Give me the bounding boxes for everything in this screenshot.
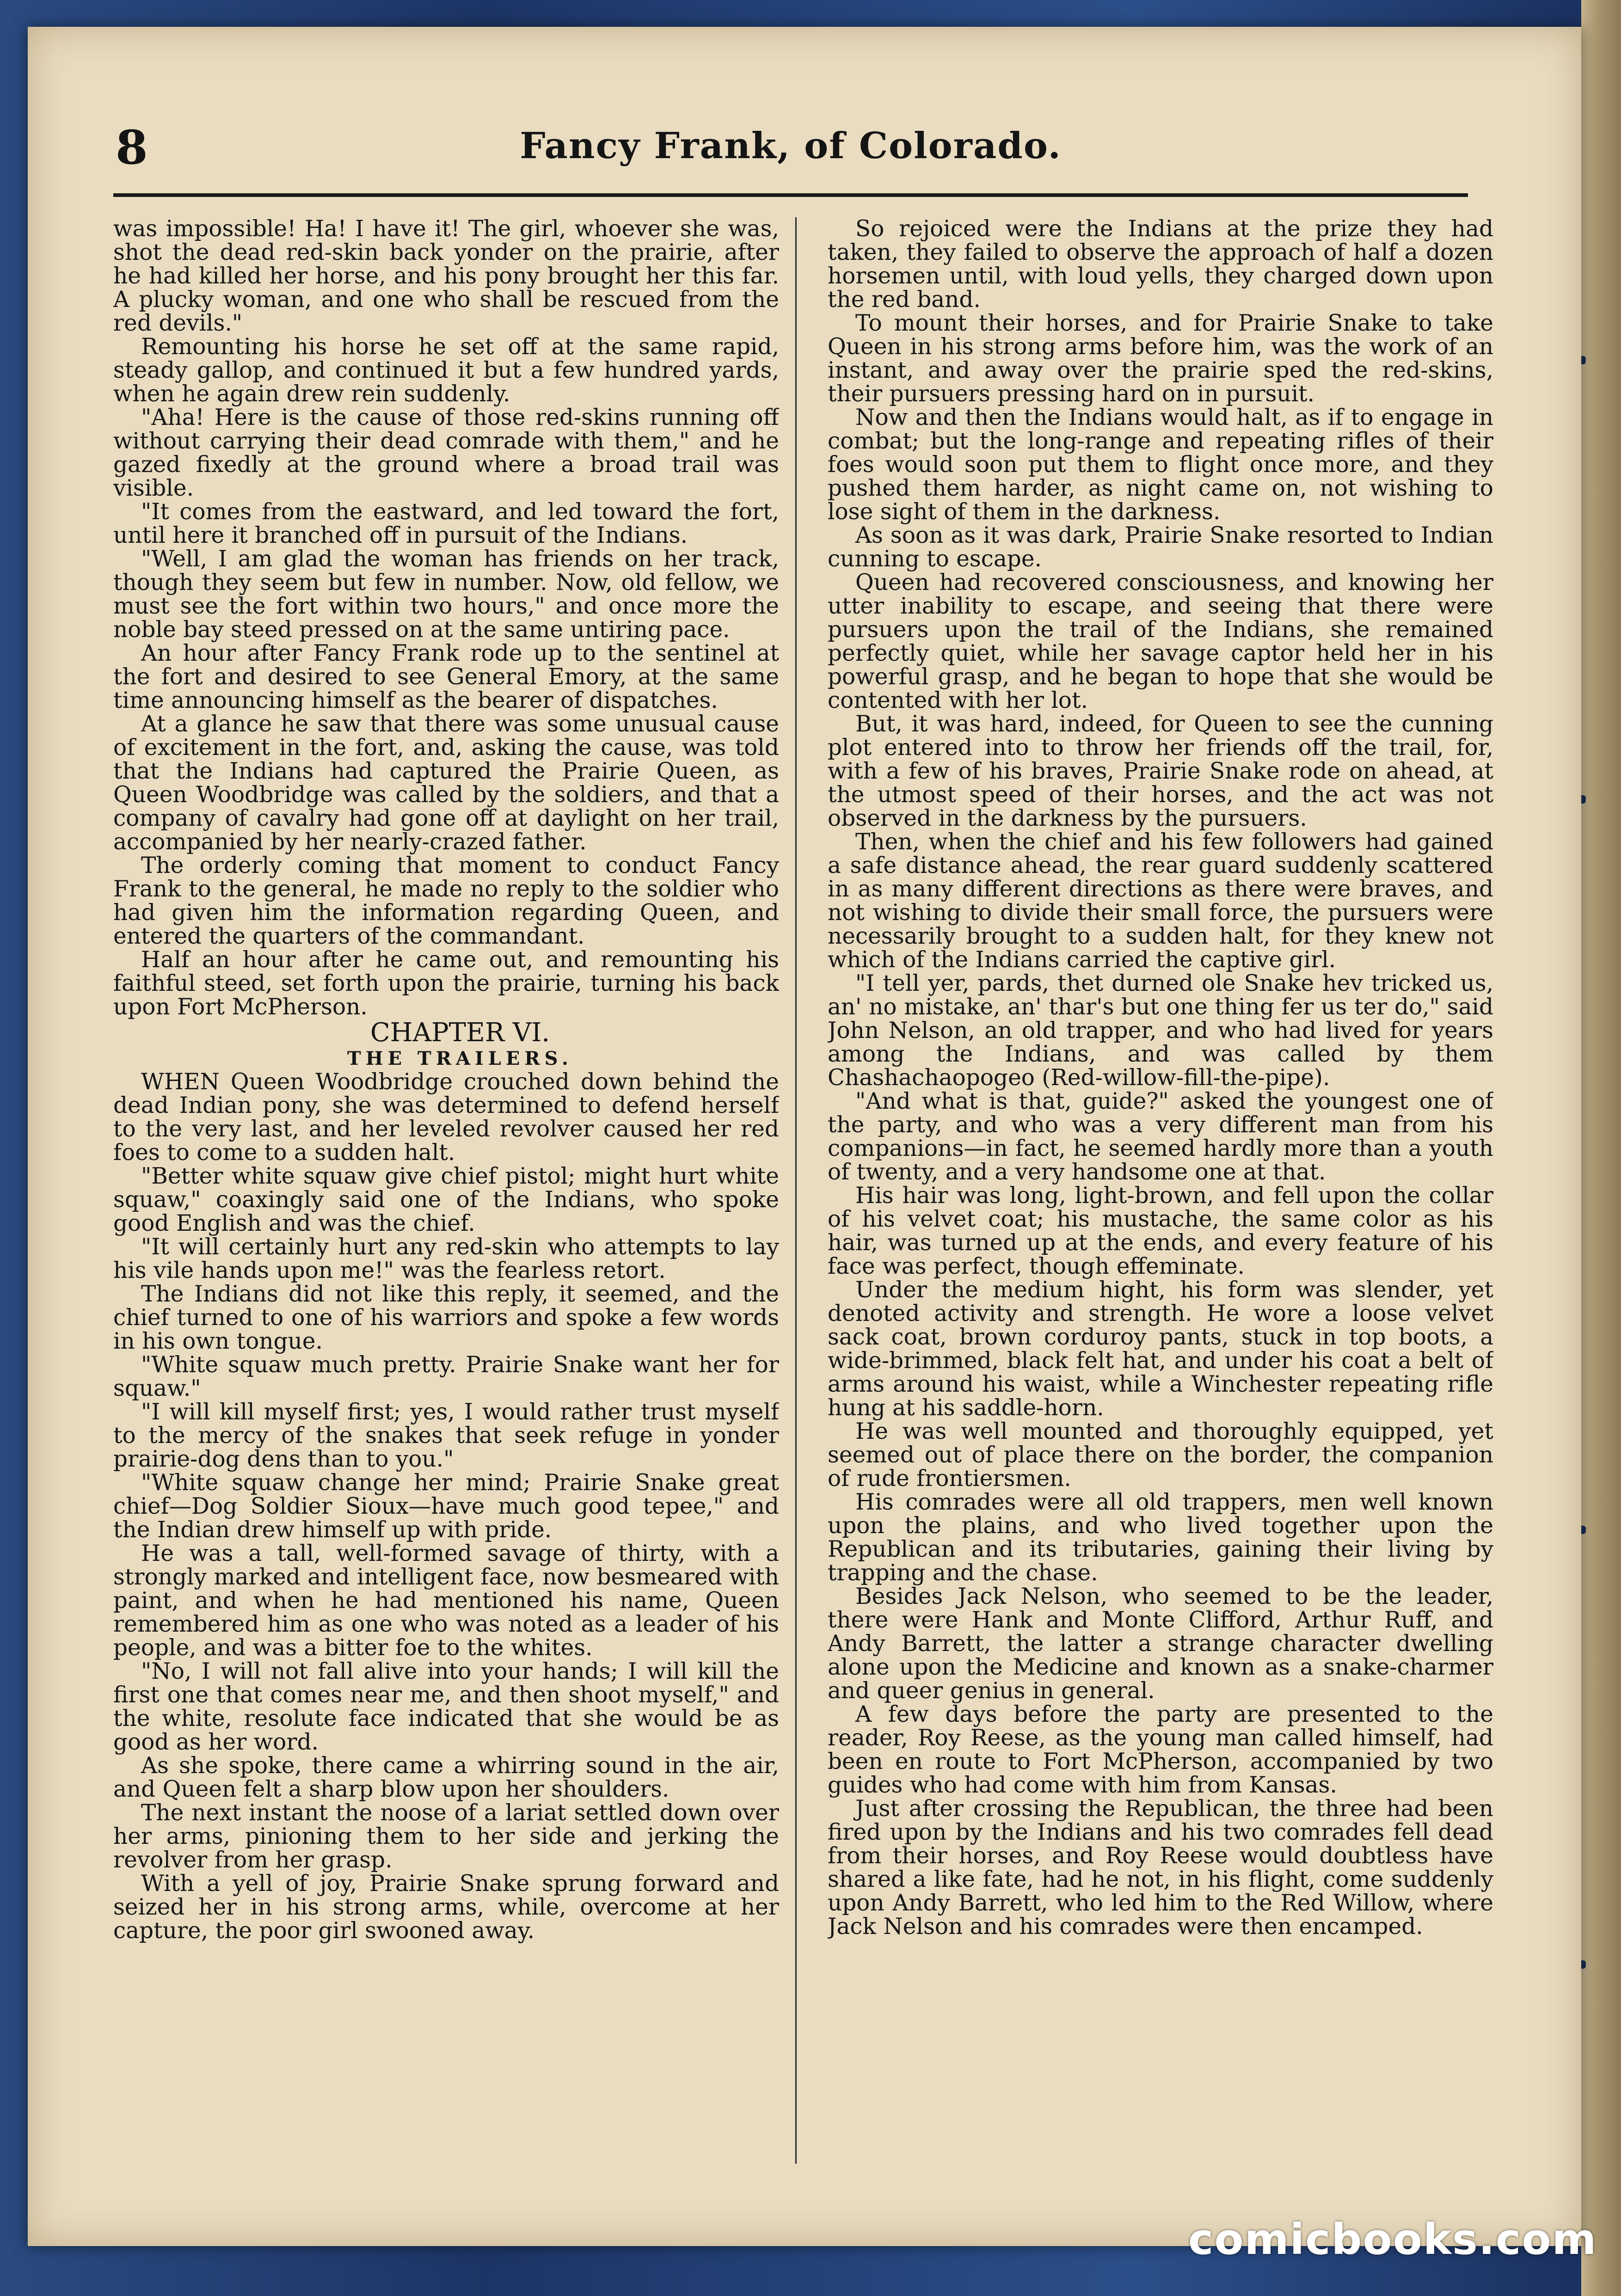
paragraph: Half an hour after he came out, and remounting his faithful steed, set forth upon the prairie, turning his back upon Fort McPherson. [113,947,779,1020]
paragraph: The next instant the noose of a lariat settled down over her arms, pinioning them to her side and jerking the revolver from her grasp. [113,1800,779,1873]
paragraph: He was a tall, well-formed savage of thirty, with a strongly marked and intelligent face, now besmeared with paint, and when he had mentioned his name, Queen remembered him as one who was noted as a leader of his people, and was a bitter foe to the whites. [113,1541,779,1661]
watermark-text: comicbooks.com [1188,2215,1597,2264]
page-header [116,120,1466,190]
paragraph: "It will certainly hurt any red-skin who attempts to lay his vile hands upon me!" was the fearless retort. [113,1234,779,1283]
paragraph: Queen had recovered consciousness, and knowing her utter inability to escape, and seeing that there were pursuers upon the trail of the Indians, she remained perfectly quiet, while her savage captor held her in his powerful grasp, and he began to hope that she would be contented with her lot. [828,570,1493,713]
paragraph: Remounting his horse he set off at the same rapid, steady gallop, and continued it but a few hundred yards, when he again drew rein suddenly. [113,334,779,407]
paragraph: "White squaw change her mind; Prairie Snake great chief—Dog Soldier Sioux—have much good tepee," and the Indian drew himself up with pride. [113,1470,779,1543]
running-title: Fancy Frank, of Colorado. [520,125,1062,167]
paragraph: A few days before the party are presented to the reader, Roy Reese, as the young man called himself, had been en route to Fort McPherson, accompanied by two guides who had come with him from Kansas. [828,1701,1493,1798]
column-divider [795,217,797,2164]
paragraph: Besides Jack Nelson, who seemed to be the leader, there were Hank and Monte Clifford, Arthur Ruff, and Andy Barrett, the latter a strange character dwelling alone upon the Medicine and known as a snake-charmer and queer genius in general. [828,1584,1493,1704]
paragraph: With a yell of joy, Prairie Snake sprung forward and seized her in his strong arms, while, overcome at her capture, the poor girl swooned away. [113,1871,779,1944]
paragraph: "White squaw much pretty. Prairie Snake want her for squaw." [113,1352,779,1401]
paragraph: So rejoiced were the Indians at the prize they had taken, they failed to observe the approach of half a dozen horsemen until, with loud yells, they charged down upon the red band. [828,217,1493,313]
paragraph: An hour after Fancy Frank rode up to the sentinel at the fort and desired to see General Emory, at the same time announcing himself as the bearer of dispatches. [113,640,779,713]
paragraph: He was well mounted and thoroughly equipped, yet seemed out of place there on the border, the companion of rude frontiersmen. [828,1418,1493,1492]
paragraph: "Well, I am glad the woman has friends on her track, though they seem but few in number. Now, old fellow, we must see the fort within two hours," and once more the noble bay steed pressed on at the same untiring pace. [113,546,779,643]
paragraph: His hair was long, light-brown, and fell upon the collar of his velvet coat; his mustache, the same color as his hair, was turned up at the ends, and every feature of his face was perfect, though effeminate. [828,1183,1493,1279]
left-column [113,217,779,2168]
right-column [828,217,1493,2168]
paragraph: But, it was hard, indeed, for Queen to see the cunning plot entered into to throw her friends off the trail, for, with a few of his braves, Prairie Snake rode on ahead, at the utmost speed of their horses, and the act was not observed in the darkness by the pursuers. [828,711,1493,831]
paragraph: "It comes from the eastward, and led toward the fort, until here it branched off in pursuit of the Indians. [113,499,779,548]
paragraph: Just after crossing the Republican, the three had been fired upon by the Indians and his two comrades fell dead from their horses, and Roy Reese would doubtless have shared a like fate, had he not, in his flight, come suddenly upon Andy Barrett, who led him to the Red Willow, where Jack Nelson and his comrades were then encamped. [828,1796,1493,1940]
paragraph: The orderly coming that moment to conduct Fancy Frank to the general, he made no reply to the soldier who had given him the information regarding Queen, and entered the quarters of the commandant. [113,853,779,949]
paragraph: His comrades were all old trappers, men well known upon the plains, and who lived together upon the Republican and its tributaries, gaining their living by trapping and the chase. [828,1489,1493,1586]
paragraph: "I tell yer, pards, thet durned ole Snake hev tricked us, an' no mistake, an' thar's but one thing fer us ter do," said John Nelson, an old trapper, and who had lived for years among the Indians, and was called by them Chashachaopogeo (Red-willow-fill-the-pipe). [828,970,1493,1091]
paragraph: Then, when the chief and his few followers had gained a safe distance ahead, the rear guard suddenly scattered in as many different directions as there were braves, and not wishing to divide their small force, the pursuers were necessarily brought to a sudden halt, for they knew not which of the Indians carried the captive girl. [828,829,1493,973]
next-page-edge [1581,0,1621,2296]
page-number: 8 [116,120,148,175]
paragraph: As she spoke, there came a whirring sound in the air, and Queen felt a sharp blow upon her shoulders. [113,1753,779,1802]
paragraph: "I will kill myself first; yes, I would rather trust myself to the mercy of the snakes that seek refuge in yonder prairie-dog dens than to you." [113,1399,779,1472]
paragraph: Now and then the Indians would halt, as if to engage in combat; but the long-range and repeating rifles of their foes would soon put them to flight once more, and they pushed them harder, as night came on, not wishing to lose sight of them in the darkness. [828,405,1493,525]
paragraph: "Aha! Here is the cause of those red-skins running off without carrying their dead comrade with them," and he gazed fixedly at the ground where a broad trail was visible. [113,405,779,501]
paragraph: WHEN Queen Woodbridge crouched down behind the dead Indian pony, she was determined to defend herself to the very last, and her leveled revolver caused her red foes to come to a sudden halt. [113,1069,779,1166]
paragraph: The Indians did not like this reply, it seemed, and the chief turned to one of his warriors and spoke a few words in his own tongue. [113,1281,779,1354]
paragraph: "And what is that, guide?" asked the youngest one of the party, and who was a very different man from his companions—in fact, he seemed hardly more than a youth of twenty, and a very handsome one at that. [828,1088,1493,1185]
header-rule [113,193,1468,197]
paragraph: "Better white squaw give chief pistol; might hurt white squaw," coaxingly said one of the Indians, who spoke good English and was the chief. [113,1163,779,1236]
chapter-subtitle: THE TRAILERS. [347,1048,573,1069]
paragraph: At a glance he saw that there was some unusual cause of excitement in the fort, and, asking the cause, was told that the Indians had captured the Prairie Queen, as Queen Woodbridge was called by the soldiers, and that a company of cavalry had gone off at daylight on her trail, accompanied by her nearly-crazed father. [113,711,779,855]
paragraph: As soon as it was dark, Prairie Snake resorted to Indian cunning to escape. [828,522,1493,572]
paragraph: "No, I will not fall alive into your hands; I will kill the first one that comes near me, and then shoot myself," and the white, resolute face indicated that she would be as good as her word. [113,1658,779,1755]
chapter-heading: CHAPTER VI. [370,1018,550,1048]
paragraph: Under the medium hight, his form was slender, yet denoted activity and strength. He wore a loose velvet sack coat, brown corduroy pants, stuck in top boots, a wide-brimmed, black felt hat, and under his coat a belt of arms around his waist, while a Winchester repeating rifle hung at his saddle-horn. [828,1277,1493,1421]
paragraph: was impossible! Ha! I have it! The girl, whoever she was, shot the dead red-skin back yonder on the prairie, after he had killed her horse, and his pony brought her this far. A plucky woman, and one who shall be rescued from the red devils." [113,217,779,336]
paragraph: To mount their horses, and for Prairie Snake to take Queen in his strong arms before him, was the work of an instant, and away over the prairie sped the red-skins, their pursuers pressing hard on in pursuit. [828,310,1493,407]
